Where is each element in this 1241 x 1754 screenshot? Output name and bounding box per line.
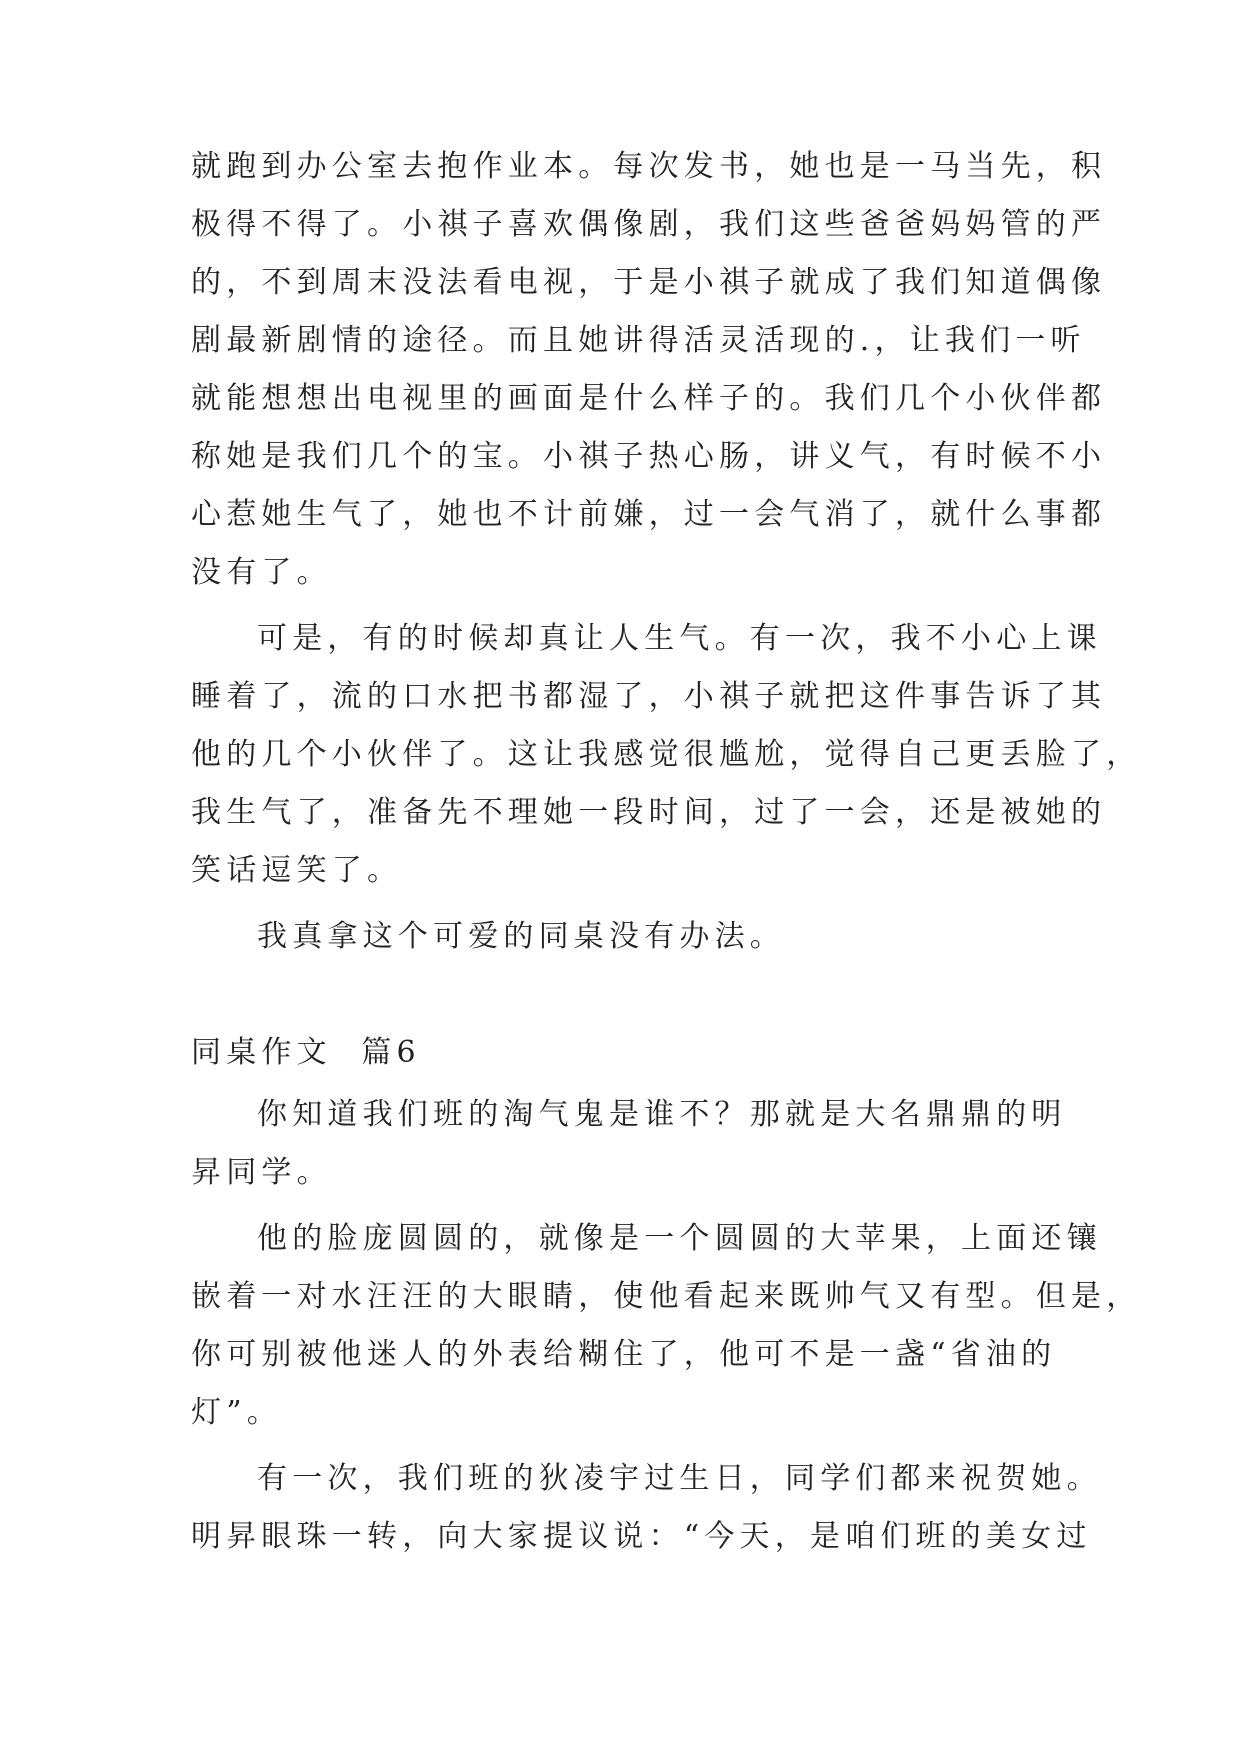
paragraph — [191, 610, 1142, 900]
paragraph — [191, 1086, 1067, 1202]
text-line: 可是，有的时候却真让人生气。有一次，我不小心上课 — [257, 621, 1102, 656]
text-line: 睡着了，流的口水把书都湿了，小祺子就把这件事告诉了其 — [191, 679, 1107, 714]
text-line: 你知道我们班的淘气鬼是谁不？那就是大名鼎鼎的明 — [257, 1097, 1067, 1132]
text-line: 我真拿这个可爱的同桌没有办法。 — [257, 919, 785, 954]
text-line: 心惹她生气了，她也不计前嫌，过一会气消了，就什么事都 — [191, 497, 1107, 532]
text-line: 嵌着一对水汪汪的大眼睛，使他看起来既帅气又有型。但是， — [191, 1279, 1142, 1314]
paragraph — [191, 908, 1051, 966]
text-line: 的，不到周末没法看电视，于是小祺子就成了我们知道偶像 — [191, 265, 1107, 300]
text-line: 灯”。 — [191, 1395, 282, 1430]
section-heading: 同桌作文 篇6 — [191, 1035, 421, 1070]
text-line: 笑话逗笑了。 — [191, 853, 403, 888]
text-line: 就能想想出电视里的画面是什么样子的。我们几个小伙伴都 — [191, 381, 1107, 416]
text-line: 你可别被他迷人的外表给糊住了，他可不是一盏“省油的 — [191, 1337, 1057, 1372]
text-line: 他的几个小伙伴了。这让我感觉很尴尬，觉得自己更丢脸了， — [191, 737, 1142, 772]
paragraph — [191, 1450, 1102, 1566]
text-line: 就跑到办公室去抱作业本。每次发书，她也是一马当先，积 — [191, 149, 1107, 184]
text-line: 我生气了，准备先不理她一段时间，过了一会，还是被她的 — [191, 795, 1107, 830]
text-line: 昇同学。 — [191, 1155, 332, 1190]
text-line: 称她是我们几个的宝。小祺子热心肠，讲义气，有时候不小 — [191, 439, 1107, 474]
text-line: 剧最新剧情的途径。而且她讲得活灵活现的.，让我们一听 — [191, 323, 1086, 358]
text-line: 他的脸庞圆圆的，就像是一个圆圆的大苹果，上面还镶 — [257, 1221, 1102, 1256]
text-line: 明昇眼珠一转，向大家提议说：“今天，是咱们班的美女过 — [191, 1519, 1092, 1554]
text-line: 极得不得了。小祺子喜欢偶像剧，我们这些爸爸妈妈管的严 — [191, 207, 1107, 242]
paragraph — [191, 138, 1107, 602]
text-line: 没有了。 — [191, 555, 332, 590]
text-line: 有一次，我们班的狄凌宇过生日，同学们都来祝贺她。 — [257, 1461, 1102, 1496]
essay-continuation — [191, 138, 1142, 966]
paragraph — [191, 1210, 1142, 1442]
essay-section-2 — [191, 1024, 1142, 1566]
